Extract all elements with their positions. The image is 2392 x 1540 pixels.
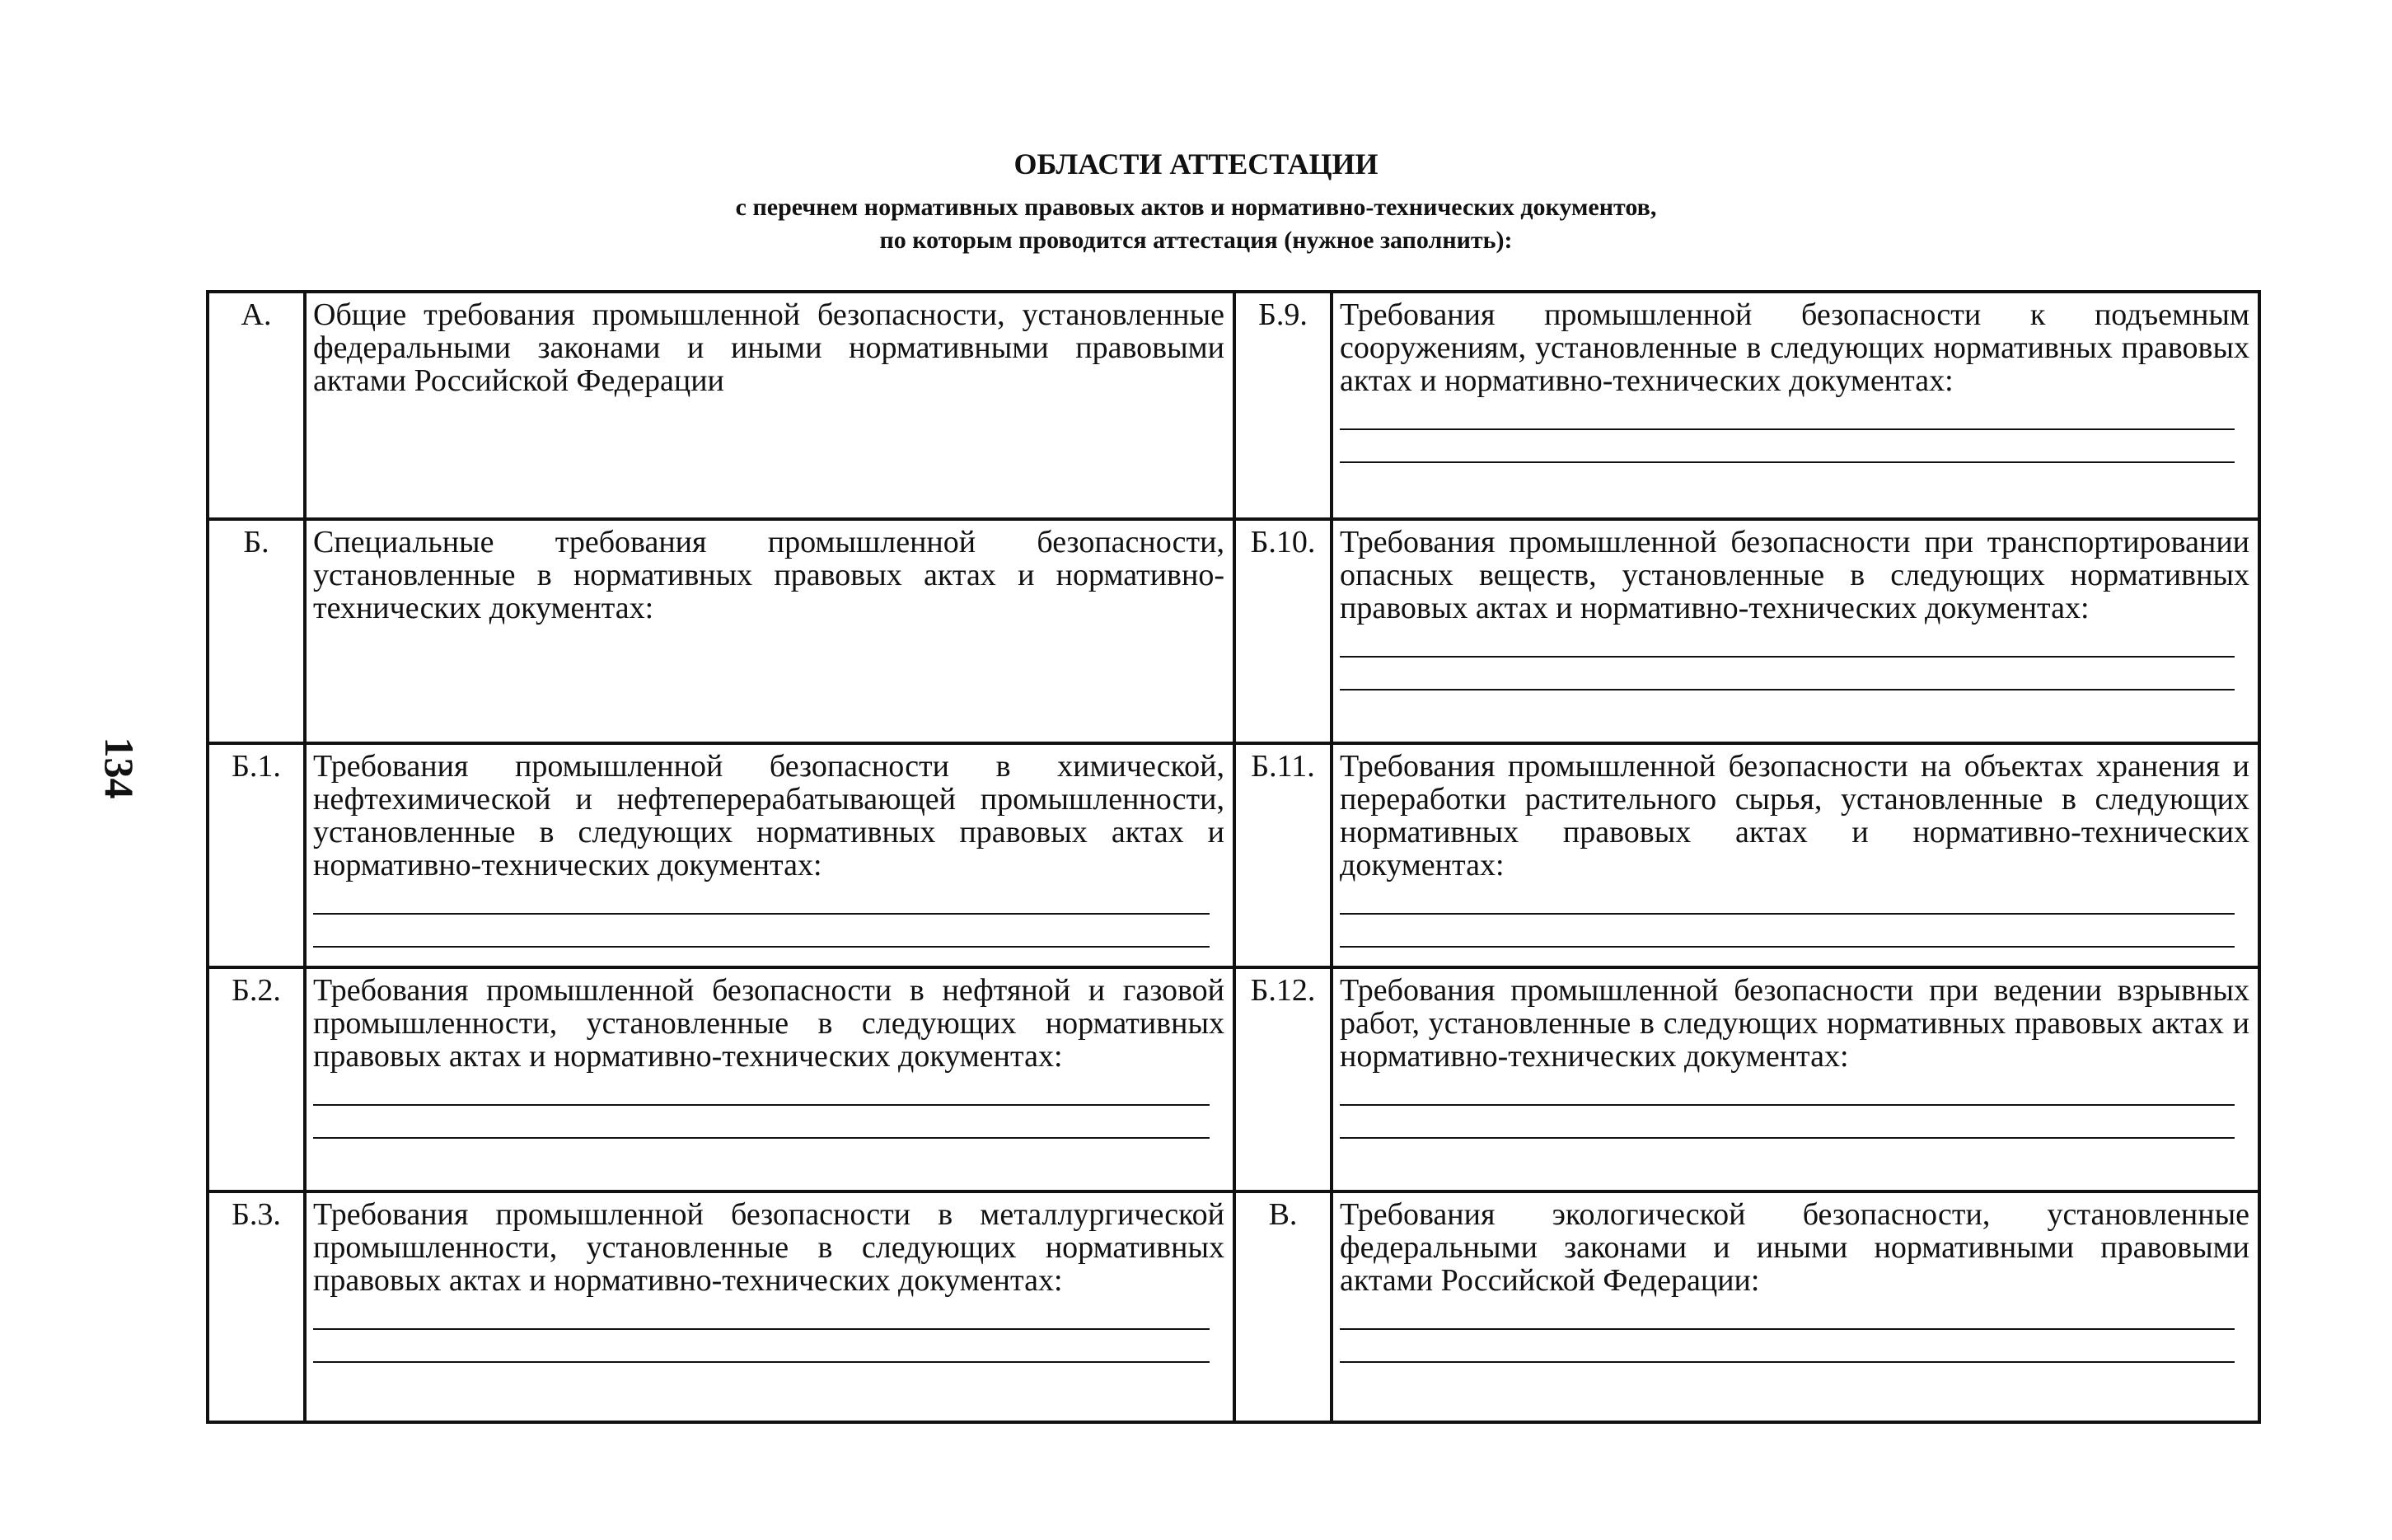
fill-in-line[interactable] [1340, 461, 2235, 463]
fill-in-line[interactable] [1340, 913, 2235, 915]
attestation-areas-table [206, 290, 2261, 1424]
fill-in-line[interactable] [313, 913, 1210, 915]
fill-in-line[interactable] [1340, 1137, 2235, 1139]
area-cell [305, 292, 1234, 519]
area-cell [1332, 519, 2259, 743]
fill-in-line[interactable] [1340, 1361, 2235, 1363]
area-code: Б.1. [208, 743, 305, 967]
fill-in-line[interactable] [1340, 1328, 2235, 1330]
area-cell [1332, 967, 2259, 1191]
area-cell [305, 967, 1234, 1191]
fill-in-line[interactable] [313, 1137, 1210, 1139]
area-description: Специальные требования промышленной безопасности, установленные в нормативных правовых актах и нормативно-технических документах: [313, 525, 1224, 625]
fill-in-line[interactable] [1340, 656, 2235, 658]
document-title: ОБЛАСТИ АТТЕСТАЦИИ [1013, 147, 1379, 180]
table-row [208, 292, 2259, 519]
page-number: 134 [96, 737, 143, 799]
area-description: Требования промышленной безопасности на объектах хранения и переработки растительного сырья, установленные в следующих нормативных правовых актах и нормативно-технических документах: [1340, 749, 2249, 882]
area-code: Б.11. [1234, 743, 1332, 967]
fill-in-line[interactable] [1340, 1104, 2235, 1106]
area-description: Требования промышленной безопасности в металлургической промышленности, установленные в следующих нормативных правовых актах и нормативно-технических документах: [313, 1197, 1224, 1298]
fill-in-line[interactable] [313, 1104, 1210, 1106]
area-code: Б. [208, 519, 305, 743]
area-description: Требования промышленной безопасности при ведении взрывных работ, установленные в следующих нормативных правовых актах и нормативно-технических документах: [1340, 973, 2249, 1074]
area-description: Требования промышленной безопасности в химической, нефтехимической и нефтеперерабатывающей промышленности, установленные в следующих нормативных правовых актах и нормативно-технических документах: [313, 749, 1224, 882]
area-description: Общие требования промышленной безопасности, установленные федеральными законами и иными нормативными правовыми актами Российской Федерации [313, 297, 1224, 398]
area-code: Б.10. [1234, 519, 1332, 743]
area-cell [305, 519, 1234, 743]
area-description: Требования промышленной безопасности к подъемным сооружениям, установленные в следующих нормативных правовых актах и нормативно-технических документах: [1340, 297, 2249, 398]
area-code: Б.9. [1234, 292, 1332, 519]
area-description: Требования экологической безопасности, установленные федеральными законами и иными нормативными правовыми актами Российской Федерации: [1340, 1197, 2249, 1298]
subtitle-line: по которым проводится аттестация (нужное заполнить): [879, 227, 1513, 254]
table-row [208, 967, 2259, 1191]
fill-in-line[interactable] [313, 1328, 1210, 1330]
area-code: А. [208, 292, 305, 519]
subtitle-line: с перечнем нормативных правовых актов и нормативно-технических документов, [735, 194, 1657, 221]
area-cell [305, 1191, 1234, 1422]
area-cell [1332, 292, 2259, 519]
area-code: Б.12. [1234, 967, 1332, 1191]
area-code: Б.2. [208, 967, 305, 1191]
fill-in-line[interactable] [313, 946, 1210, 948]
document-subtitle [0, 191, 2392, 257]
table-row [208, 1191, 2259, 1422]
table-row [208, 743, 2259, 967]
fill-in-line[interactable] [1340, 428, 2235, 430]
fill-in-line[interactable] [1340, 946, 2235, 948]
table-row [208, 519, 2259, 743]
area-cell [1332, 1191, 2259, 1422]
area-code: В. [1234, 1191, 1332, 1422]
fill-in-line[interactable] [1340, 689, 2235, 690]
area-cell [305, 743, 1234, 967]
area-code: Б.3. [208, 1191, 305, 1422]
area-cell [1332, 743, 2259, 967]
fill-in-line[interactable] [313, 1361, 1210, 1363]
area-description: Требования промышленной безопасности при транспортировании опасных веществ, установленные в следующих нормативных правовых актах и нормативно-технических документах: [1340, 525, 2249, 625]
area-description: Требования промышленной безопасности в нефтяной и газовой промышленности, установленные в следующих нормативных правовых актах и нормативно-технических документах: [313, 973, 1224, 1074]
